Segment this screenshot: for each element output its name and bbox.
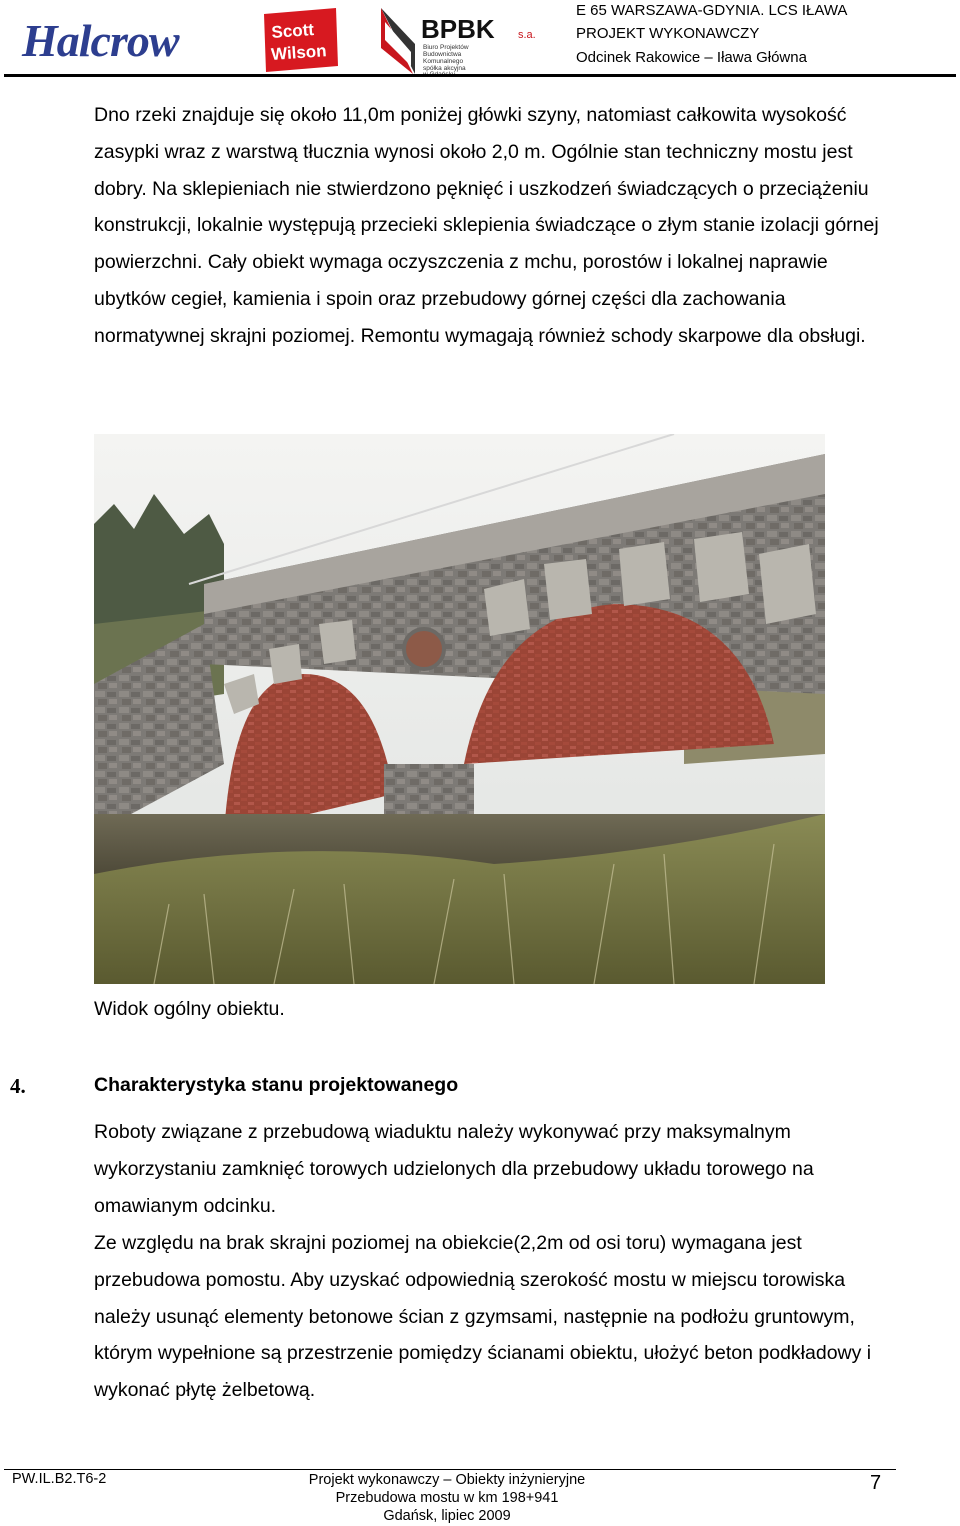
footer-bridge-location: Przebudowa mostu w km 198+941: [335, 1490, 559, 1506]
footer-project-title: Projekt wykonawczy – Obiekty inżynieryjne: [308, 1472, 586, 1488]
photo-round-window: [404, 629, 444, 669]
bpbk-logo-subtext-3: Komunalnego: [423, 58, 464, 65]
paragraph-track-closures: Roboty związane z przebudową wiaduktu należy wykonywać przy maksymalnym wykorzystaniu zamknięć torowych udzielonych dla przebudowy układu torowego na omawianym odcinku.: [94, 1121, 814, 1217]
bpbk-logo-subtext-2: Budownictwa: [423, 51, 462, 58]
scott-wilson-logo-text-2: Wilson: [270, 41, 328, 65]
bridge-photo: [94, 434, 825, 984]
header-section-line: Odcinek Rakowice – Iława Główna: [576, 49, 807, 66]
bpbk-logo-text: BPBK: [421, 14, 495, 44]
bpbk-logo-subtext-1: Biuro Projektów: [423, 44, 469, 51]
footer-divider: [4, 1469, 896, 1470]
scott-wilson-logo-text-1: Scott: [270, 20, 315, 42]
section-heading: Charakterystyka stanu projektowanego: [94, 1074, 459, 1096]
bpbk-logo-subtext-4: spółka akcyjna: [423, 65, 466, 72]
paragraph-bridge-condition: Dno rzeki znajduje się około 11,0m poniżej główki szyny, natomiast całkowita wysokość zasypki wraz z warstwą tłucznia wynosi około 2,0 m. Ogólnie stan techniczny mostu jest dobry. Na sklepieniach nie stwierdzono pęknięć i uszkodzeń świadczących o przeciążeniu konstrukcji, lokalnie występują przecieki sklepienia świadczące o złym stanie izolacji górnej powierzchni. Cały obiekt wymaga oczyszczenia z mchu, porostów i lokalnej naprawie ubytków cegieł, kamienia i spoin oraz przebudowy górnej części dla zachowania normatywnej skrajni poziomej. Remontu wymagają również schody skarpowe dla obsługi.: [94, 104, 879, 347]
header-divider: [4, 74, 956, 77]
halcrow-logo: Halcrow: [22, 15, 179, 66]
photo-caption: Widok ogólny obiektu.: [94, 998, 285, 1020]
header-document-type: PROJEKT WYKONAWCZY: [576, 25, 760, 42]
scott-wilson-logo: [262, 8, 340, 74]
footer-date: Gdańsk, lipiec 2009: [383, 1508, 511, 1524]
footer-document-code: PW.IL.B2.T6-2: [12, 1471, 107, 1487]
header-project-line: E 65 WARSZAWA-GDYNIA. LCS IŁAWA: [576, 2, 848, 19]
bpbk-logo: [377, 4, 547, 76]
bpbk-logo-suffix: s.a.: [518, 29, 536, 41]
section-number: 4.: [10, 1074, 26, 1098]
paragraph-deck-rebuild: Ze względu na brak skrajni poziomej na obiekcie(2,2m od osi toru) wymagana jest przebudowa pomostu. Aby uzyskać odpowiednią szerokość mostu w miejscu torowiska należy usunąć elementy betonowe ścian z gzymsami, następnie na podłożu gruntowym, którym wypełnione są przestrzenie pomiędzy ścianami obiektu, ułożyć beton podkładowy i wykonać płytę żelbetową.: [94, 1232, 872, 1402]
page-number: 7: [870, 1472, 882, 1494]
